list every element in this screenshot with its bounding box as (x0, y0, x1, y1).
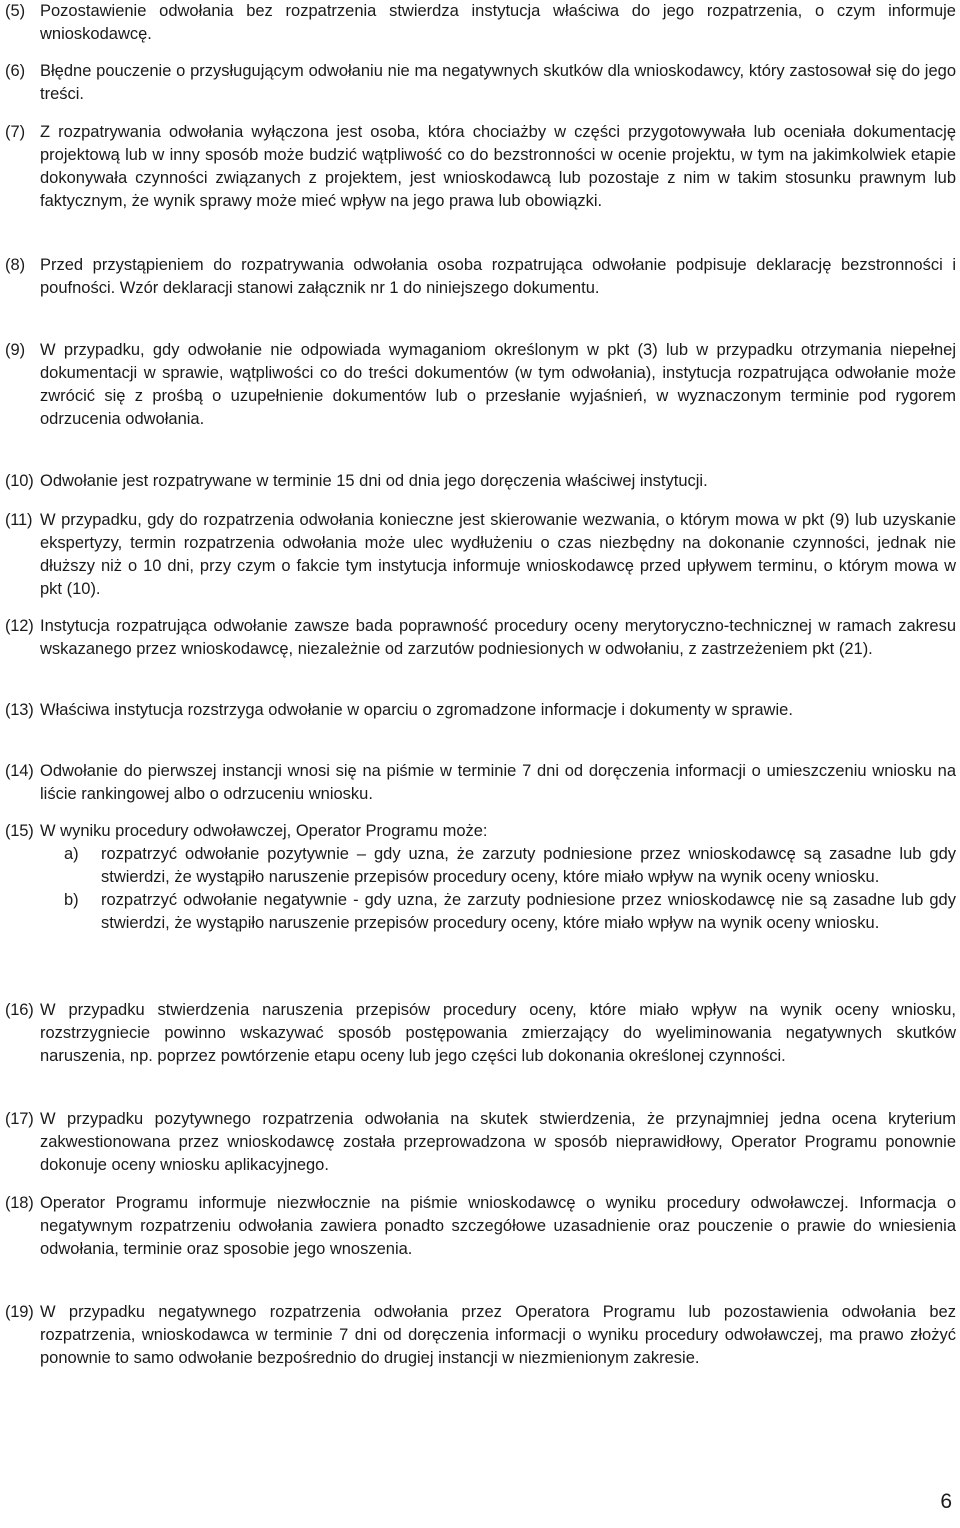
item-number: (14) (5, 762, 34, 780)
item-text: W przypadku, gdy odwołanie nie odpowiada wymaganiom określonym w pkt (3) lub w przypadku otrzymania niepełnej dokumentacji w sprawie, wątpliwości co do treści dokumentów (w tym odwołania), instytucja rozpatrująca odwołanie może zwrócić się z prośbą o uzupełnienie dokumentów lub o przesłanie wyjaśnień, w wyznaczonym terminie pod rygorem odrzucenia odwołania. (40, 341, 956, 428)
list-item (5, 1108, 956, 1177)
list-item (5, 339, 956, 431)
item-text: W przypadku pozytywnego rozpatrzenia odwołania na skutek stwierdzenia, że przynajmniej jedna ocena kryterium zakwestionowana przez wnioskodawcę została przeprowadzona w sposób nieprawidłowy, Operator Programu ponownie dokonuje oceny wniosku aplikacyjnego. (40, 1110, 956, 1174)
list-item (5, 60, 956, 106)
item-number: (10) (5, 472, 34, 490)
list-item (5, 470, 956, 493)
item-number: (7) (5, 123, 26, 141)
item-text: Błędne pouczenie o przysługującym odwołaniu nie ma negatywnych skutków dla wnioskodawcy, który zastosował się do jego treści. (40, 62, 956, 103)
item-text: W przypadku stwierdzenia naruszenia przepisów procedury oceny, które miało wpływ na wynik oceny wniosku, rozstrzygniecie powinno wskazywać sposób postępowania zmierzający do wyeliminowania negatywnych skutków naruszenia, np. poprzez powtórzenie etapu oceny lub jego części lub dokonania określonej czynności. (40, 1001, 956, 1065)
sub-item-label: a) (64, 845, 79, 863)
item-number: (12) (5, 617, 34, 635)
item-text: Instytucja rozpatrująca odwołanie zawsze bada poprawność procedury oceny merytoryczno-technicznej w ramach zakresu wskazanego przez wnioskodawcę, niezależnie od zarzutów podniesionych w odwołaniu, z zastrzeżeniem pkt (21). (40, 617, 956, 658)
item-number: (16) (5, 1001, 34, 1019)
item-text: W przypadku negatywnego rozpatrzenia odwołania przez Operatora Programu lub pozostawienia odwołania bez rozpatrzenia, wnioskodawca w terminie 7 dni od doręczenia informacji o wyniku procedury odwoławczej, ma prawo złożyć ponownie to samo odwołanie bezpośrednio do drugiej instancji w niezmienionym zakresie. (40, 1303, 956, 1367)
item-text: W wyniku procedury odwoławczej, Operator Programu może: (40, 822, 488, 840)
item-number: (15) (5, 822, 34, 840)
item-text: Przed przystąpieniem do rozpatrywania odwołania osoba rozpatrująca odwołanie podpisuje deklarację bezstronności i poufności. Wzór deklaracji stanowi załącznik nr 1 do niniejszego dokumentu. (40, 256, 956, 297)
list-item (5, 999, 956, 1068)
list-item (5, 615, 956, 661)
item-text: W przypadku, gdy do rozpatrzenia odwołania konieczne jest skierowanie wezwania, o którym mowa w pkt (9) lub uzyskanie ekspertyzy, termin rozpatrzenia odwołania może ulec wydłużeniu o czas niezbędny na dokonanie czynności, jednak nie dłuższy niż o 10 dni, przy czym o fakcie tym instytucja informuje wnioskodawcę przed upływem terminu, o którym mowa w pkt (10). (40, 511, 956, 598)
sub-list (5, 843, 956, 935)
item-number: (18) (5, 1194, 34, 1212)
page-number: 6 (940, 1490, 952, 1513)
sub-item-text: rozpatrzyć odwołanie pozytywnie – gdy uzna, że zarzuty podniesione przez wnioskodawcę są zasadne lub gdy stwierdzi, że wystąpiło naruszenie przepisów procedury oceny, które miało wpływ na wynik oceny wniosku. (101, 845, 956, 886)
sub-item (64, 889, 956, 935)
sub-item (64, 843, 956, 889)
item-text: Odwołanie do pierwszej instancji wnosi się na piśmie w terminie 7 dni od doręczenia informacji o umieszczeniu wniosku na liście rankingowej albo o odrzuceniu wniosku. (40, 762, 956, 803)
item-number: (11) (5, 511, 33, 529)
item-number: (6) (5, 62, 26, 80)
list-item (5, 820, 956, 935)
list-item (5, 760, 956, 806)
list-item (5, 1192, 956, 1261)
list-item (5, 699, 956, 722)
item-number: (9) (5, 341, 26, 359)
item-text: Właściwa instytucja rozstrzyga odwołanie w oparciu o zgromadzone informacje i dokumenty w sprawie. (40, 701, 793, 719)
item-number: (17) (5, 1110, 34, 1128)
list-item (5, 254, 956, 300)
list-item (5, 0, 956, 46)
item-number: (13) (5, 701, 34, 719)
sub-item-text: rozpatrzyć odwołanie negatywnie - gdy uzna, że zarzuty podniesione przez wnioskodawcę nie są zasadne lub gdy stwierdzi, że wystąpiło naruszenie przepisów procedury oceny, które miało wpływ na wynik oceny wniosku. (101, 891, 956, 932)
list-item (5, 121, 956, 213)
item-number: (8) (5, 256, 26, 274)
item-number: (19) (5, 1303, 34, 1321)
list-item (5, 1301, 956, 1370)
item-number: (5) (5, 2, 26, 20)
item-text: Operator Programu informuje niezwłocznie na piśmie wnioskodawcę o wyniku procedury odwoławczej. Informacja o negatywnym rozpatrzeniu odwołania zawiera ponadto szczegółowe uzasadnienie oraz pouczenie o prawie do wniesienia odwołania, terminie oraz sposobie jego wnoszenia. (40, 1194, 956, 1258)
sub-item-label: b) (64, 891, 79, 909)
list-item (5, 509, 956, 601)
item-text: Z rozpatrywania odwołania wyłączona jest osoba, która chociażby w części przygotowywała lub oceniała dokumentację projektową lub w inny sposób może budzić wątpliwość co do bezstronności w ocenie projektu, w tym na jakimkolwiek etapie dokonywała czynności związanych z projektem, jest wnioskodawcą lub pozostaje z nim w takim stosunku prawnym lub faktycznym, że wynik sprawy może mieć wpływ na jego prawa lub obowiązki. (40, 123, 956, 210)
item-text: Odwołanie jest rozpatrywane w terminie 15 dni od dnia jego doręczenia właściwej instytucji. (40, 472, 708, 490)
item-text: Pozostawienie odwołania bez rozpatrzenia stwierdza instytucja właściwa do jego rozpatrzenia, o czym informuje wnioskodawcę. (40, 2, 956, 43)
